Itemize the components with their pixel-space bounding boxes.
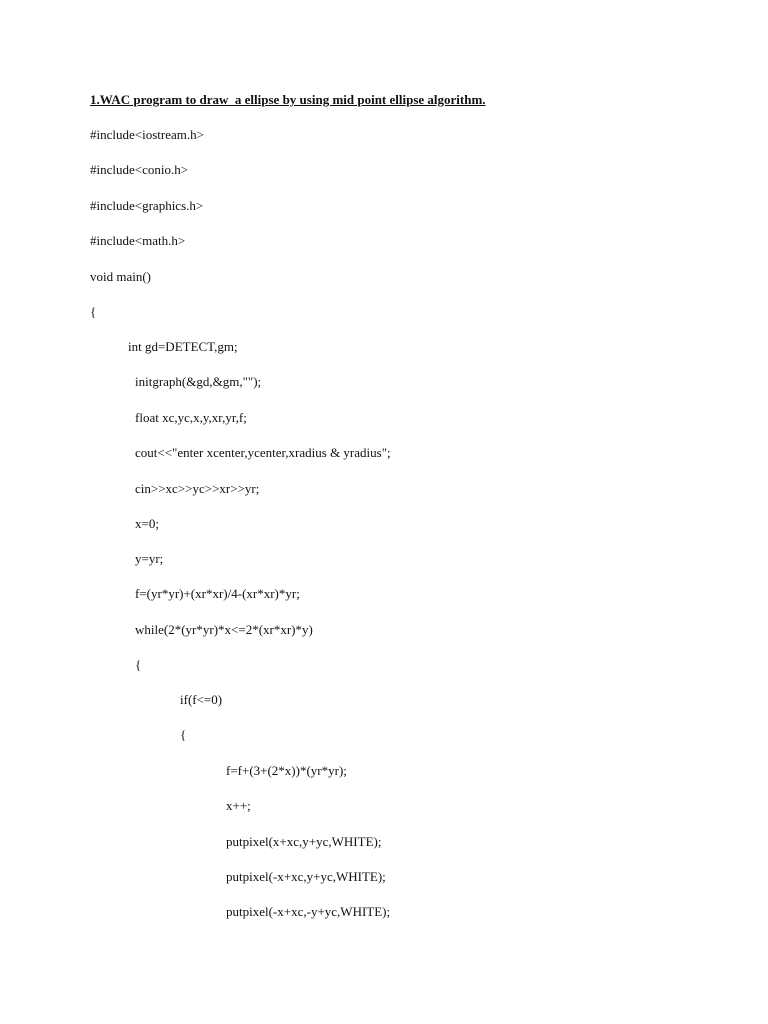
code-line: #include<math.h> bbox=[90, 233, 186, 248]
code-line: void main() bbox=[90, 269, 152, 284]
code-line: f=(yr*yr)+(xr*xr)/4-(xr*xr)*yr; bbox=[135, 586, 300, 601]
code-line: x++; bbox=[226, 798, 251, 813]
code-line: putpixel(-x+xc,-y+yc,WHITE); bbox=[226, 904, 391, 919]
code-line: cin>>xc>>yc>>xr>>yr; bbox=[135, 481, 260, 496]
code-line: { bbox=[180, 727, 187, 742]
code-line: float xc,yc,x,y,xr,yr,f; bbox=[135, 410, 247, 425]
code-line: putpixel(-x+xc,y+yc,WHITE); bbox=[226, 869, 386, 884]
code-line: #include<iostream.h> bbox=[90, 127, 204, 142]
code-line: x=0; bbox=[135, 516, 159, 531]
code-line: f=f+(3+(2*x))*(yr*yr); bbox=[226, 763, 347, 778]
code-line: #include<conio.h> bbox=[90, 162, 189, 177]
code-line: putpixel(x+xc,y+yc,WHITE); bbox=[226, 834, 382, 849]
code-line: initgraph(&gd,&gm,""); bbox=[135, 374, 262, 389]
code-line: if(f<=0) bbox=[180, 692, 223, 707]
code-line: int gd=DETECT,gm; bbox=[128, 339, 238, 354]
code-line: #include<graphics.h> bbox=[90, 198, 204, 213]
code-line: { bbox=[135, 657, 142, 672]
code-line: cout<<"enter xcenter,ycenter,xradius & yradius"; bbox=[135, 445, 391, 460]
code-line: while(2*(yr*yr)*x<=2*(xr*xr)*y) bbox=[135, 622, 313, 637]
document-title: 1.WAC program to draw a ellipse by using mid point ellipse algorithm. bbox=[90, 92, 486, 107]
code-line: { bbox=[90, 304, 97, 319]
code-line: y=yr; bbox=[135, 551, 164, 566]
